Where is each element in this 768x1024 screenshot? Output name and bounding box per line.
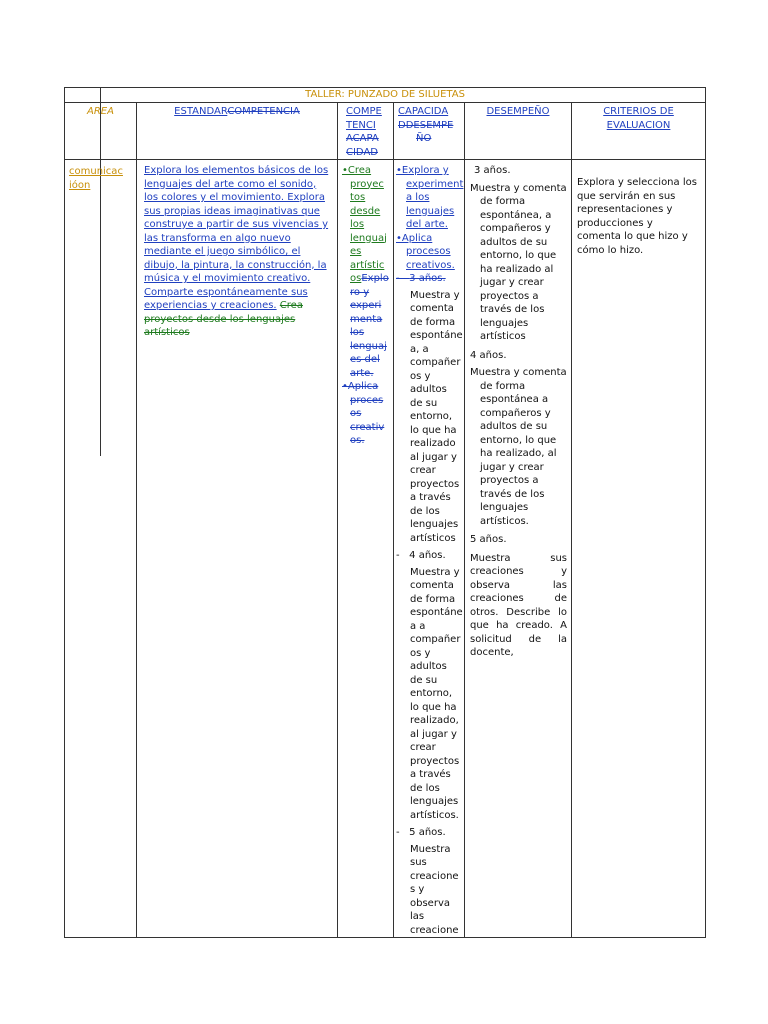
desempeno-cell xyxy=(465,160,572,938)
capacidad-text-line: a través xyxy=(410,769,451,780)
capacidad-text-line: de su xyxy=(410,674,438,686)
competencia-line: artístic xyxy=(350,259,385,271)
capacidad-text-line: a, a xyxy=(410,343,429,355)
capacidad-text-line: al jugar y xyxy=(410,451,457,463)
header-desempeno-label: DESEMPEÑO xyxy=(486,106,550,117)
capacidad-text-line: observa xyxy=(410,897,450,909)
area-line: ióon xyxy=(69,179,91,191)
header-competencia-line: COMPE xyxy=(346,106,382,117)
capacidad-text-line: lo que ha xyxy=(410,424,457,436)
competencia-struck-line: ro y xyxy=(350,286,370,298)
capacidad-text-line: s y xyxy=(410,884,425,895)
capacidad-text-line: creacione xyxy=(410,924,459,936)
capacidad-line: lenguajes xyxy=(406,205,455,217)
capacidad-line: •Aplica xyxy=(396,232,433,244)
capacidad-text-line: de forma xyxy=(410,316,456,328)
capacidad-text-line: compañer xyxy=(410,634,461,645)
capacidad-text-line: adultos xyxy=(410,661,447,672)
capacidad-text-line: compañer xyxy=(410,357,461,368)
competencia-struck-line: lenguaj xyxy=(350,340,387,352)
competencia-line: •Aplica xyxy=(342,381,379,392)
capacidad-text-line: Muestra y xyxy=(410,566,460,578)
capacidad-text-line: Muestra y xyxy=(410,289,460,301)
desempeno-age-5: 5 años. xyxy=(470,534,507,545)
capacidad-text-line: entorno, xyxy=(410,411,453,422)
capacidad-text-line: Muestra xyxy=(410,843,451,855)
capacidad-text-line: de los xyxy=(410,782,440,794)
header-capacidad-line: CAPACIDA xyxy=(398,106,449,117)
table-title: TALLER: PUNZADO DE SILUETAS xyxy=(65,88,706,103)
competencia-line: proces xyxy=(350,394,384,406)
capacidad-text-line: de los xyxy=(410,505,440,517)
criterios-cell xyxy=(572,160,706,938)
header-estandar-label: ESTANDAR xyxy=(174,106,228,117)
desempeno-age-3: 3 años. xyxy=(474,165,511,176)
competencia-line: lenguaj xyxy=(350,232,387,244)
capacidad-text-line: creacione xyxy=(410,870,459,882)
capacidad-age-4: 4 años. xyxy=(409,550,446,561)
capacidad-text-line: comenta xyxy=(410,303,454,314)
capacidad-text-line: crear xyxy=(410,742,436,753)
planning-table xyxy=(64,87,706,938)
competencia-line: tos xyxy=(350,192,366,203)
capacidad-text-line: al jugar y xyxy=(410,728,457,740)
capacidad-text-line: realizado xyxy=(410,438,456,449)
header-estandar xyxy=(137,103,338,160)
competencia-struck-line: menta xyxy=(350,313,383,325)
capacidad-text-line: os y xyxy=(410,647,431,659)
header-competencia-line: ACAPA xyxy=(346,133,379,144)
capacidad-text-line: lenguajes xyxy=(410,519,459,530)
capacidad-text-line: espontáne xyxy=(410,330,463,341)
capacidad-text-line: os y xyxy=(410,370,431,382)
header-competencia xyxy=(338,103,394,160)
header-desempeno xyxy=(465,103,572,160)
capacidad-text-line: adultos xyxy=(410,384,447,395)
capacidad-age-label: - 3 años. xyxy=(396,273,446,284)
desempeno-age-4: 4 años. xyxy=(470,349,507,361)
capacidad-text-line: artísticos xyxy=(410,532,456,544)
capacidad-text-line: a través xyxy=(410,492,451,503)
area-line: comunicac xyxy=(69,166,123,177)
capacidad-line: creativos. xyxy=(406,259,455,271)
header-estandar-struck: COMPETENCIA xyxy=(227,106,300,117)
capacidad-text-line: de su xyxy=(410,397,438,409)
competencia-line: •Crea xyxy=(342,165,372,176)
desempeno-text-5: Muestra sus creaciones y observa las creaciones de otros. Describe lo que ha creado. A solicitud de la docente, xyxy=(470,552,567,658)
capacidad-line: procesos xyxy=(406,246,451,257)
competencia-line: desde xyxy=(350,205,381,217)
estandar-text: Explora los elementos básicos de los lenguajes del arte como el sonido, los colores y el movimiento. Explora sus propias ideas imaginativas que construye a partir de sus vivencias y las transforma en algo nuevo mediante el juego simbólico, el dibujo, la pintura, la construcción, la música y el movimiento creativo. Comparte espontáneamente sus experiencias y creaciones. xyxy=(144,165,329,311)
competencia-struck-line: Explo xyxy=(361,273,389,284)
competencia-line: os. xyxy=(350,435,365,446)
capacidad-line: a los xyxy=(406,192,430,203)
capacidad-line: •Explora y xyxy=(396,165,449,176)
competencia-line: los xyxy=(350,219,365,230)
competencia-line: os xyxy=(350,408,362,419)
capacidad-line: del arte. xyxy=(406,219,448,230)
capacidad-text-line: de forma xyxy=(410,593,456,605)
competencia-struck-line: arte. xyxy=(350,367,374,379)
capacidad-text-line: sus xyxy=(410,857,427,868)
capacidad-line: experiment xyxy=(406,178,464,190)
capacidad-age-5: 5 años. xyxy=(409,827,446,838)
capacidad-text-line: espontáne xyxy=(410,607,463,618)
header-competencia-line: CIDAD xyxy=(346,146,378,158)
competencia-struck-line: los xyxy=(350,327,365,338)
capacidad-text-line: lo que ha xyxy=(410,701,457,713)
header-capacidad-line: DDESEMPE xyxy=(398,119,454,131)
competencia-struck-line: experi xyxy=(350,300,382,311)
header-competencia-line: TENCI xyxy=(346,119,376,131)
competencia-struck-line: es del xyxy=(350,354,380,365)
capacidad-text-line: entorno, xyxy=(410,688,453,699)
capacidad-text-line: realizado, xyxy=(410,715,459,726)
area-cell xyxy=(65,160,137,938)
competencia-cell xyxy=(338,160,394,938)
desempeno-text-3: Muestra y comenta de forma espontánea, a compañeros y adultos de su entorno, lo que ha realizado al jugar y crear proyectos a través de los lenguajes artísticos xyxy=(470,182,567,342)
capacidad-cell xyxy=(394,160,465,938)
header-capacidad-line: ÑO xyxy=(416,133,432,144)
capacidad-text-line: comenta xyxy=(410,580,454,591)
capacidad-text-line: proyectos xyxy=(410,478,460,490)
capacidad-text-line: crear xyxy=(410,465,436,476)
capacidad-text-line: las xyxy=(410,911,425,922)
capacidad-age-label: - 5 años. xyxy=(396,827,446,838)
competencia-line: os xyxy=(350,273,362,284)
competencia-line: proyec xyxy=(350,178,384,190)
estandar-struck-text: Crea proyectos desde los lenguajes artísticos xyxy=(144,300,303,338)
capacidad-text-line: lenguajes xyxy=(410,796,459,807)
header-criterios-label: CRITERIOS DE EVALUACION xyxy=(603,106,674,131)
header-area-label: AREA xyxy=(87,106,114,117)
header-criterios xyxy=(572,103,706,160)
header-area xyxy=(65,103,137,160)
capacidad-age-label: - 4 años. xyxy=(396,550,446,561)
capacidad-text-line: proyectos xyxy=(410,755,460,767)
capacidad-age-3: 3 años. xyxy=(409,273,446,284)
desempeno-text-4: Muestra y comenta de forma espontánea a compañeros y adultos de su entorno, lo que ha realizado, al jugar y crear proyectos a través de los lenguajes artísticos. xyxy=(470,367,567,527)
competencia-line: creativ xyxy=(350,421,385,433)
competencia-line: es xyxy=(350,246,362,257)
capacidad-text-line: artísticos. xyxy=(410,809,459,821)
capacidad-text-line: a a xyxy=(410,620,426,632)
header-capacidad xyxy=(394,103,465,160)
estandar-cell xyxy=(137,160,338,938)
criterios-text: Explora y selecciona los que servirán en sus representaciones y producciones y comenta lo que hizo y cómo lo hizo. xyxy=(577,177,697,256)
